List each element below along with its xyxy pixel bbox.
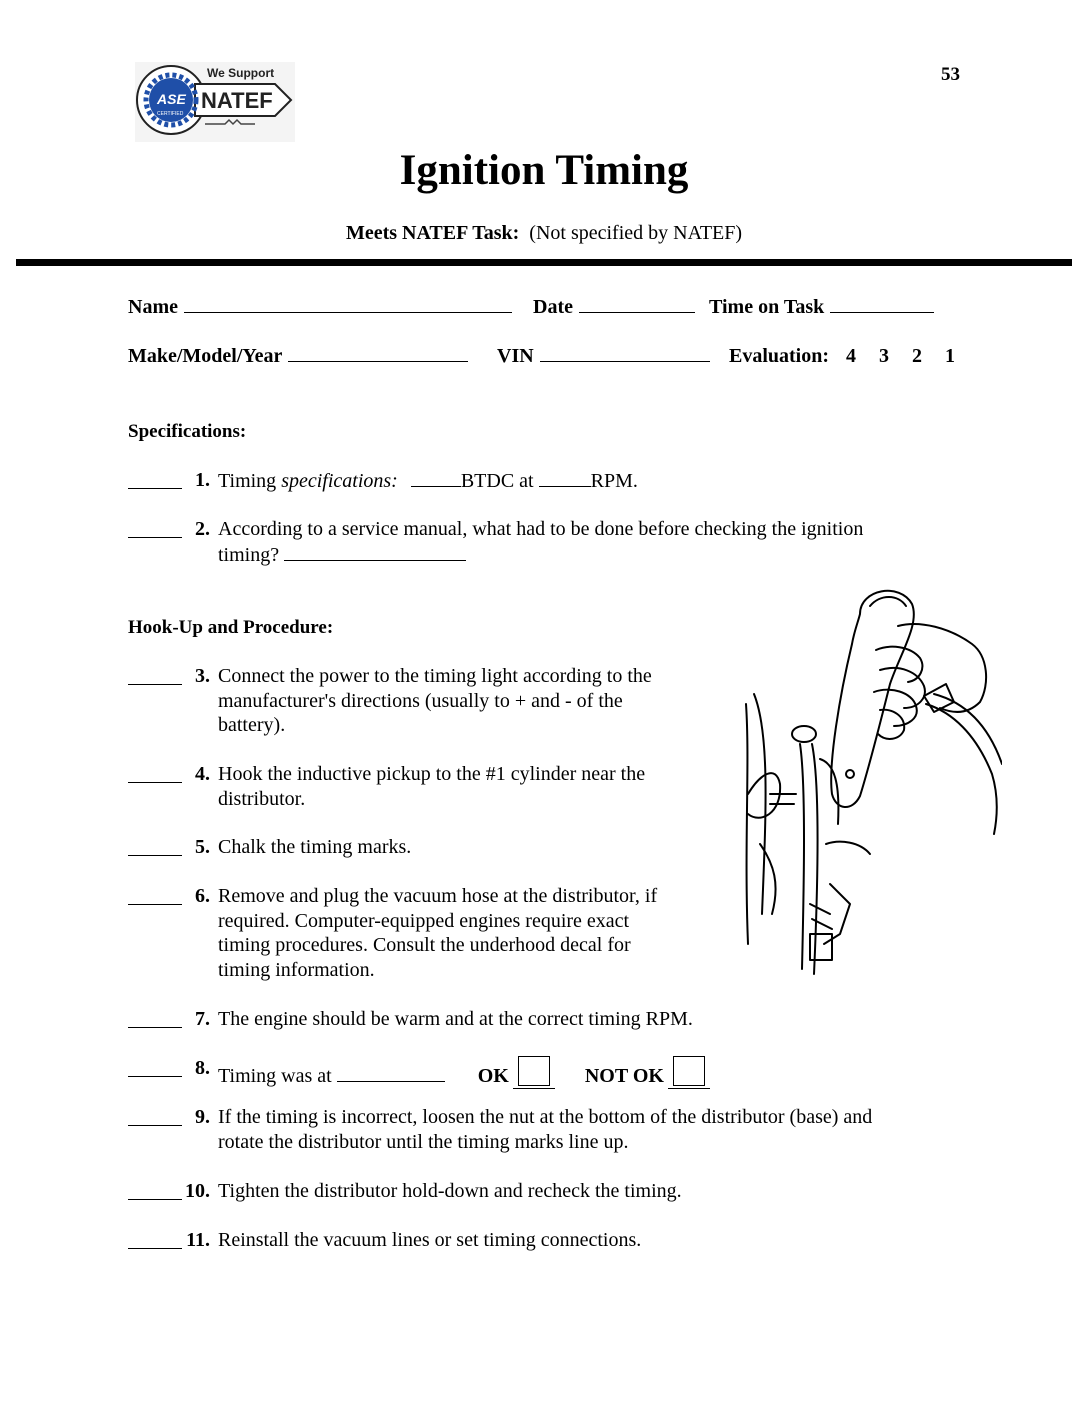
page-title: Ignition Timing xyxy=(399,147,689,194)
natef-logo xyxy=(135,62,295,142)
task-label: Meets NATEF Task: xyxy=(345,222,520,244)
check-blank[interactable] xyxy=(128,904,182,905)
svg-text:CERTIFIED: CERTIFIED xyxy=(157,111,184,117)
btdc-blank[interactable] xyxy=(411,468,461,487)
page-number: 53 xyxy=(941,64,960,85)
timing-light-illustration xyxy=(740,584,1002,976)
name-field[interactable]: Name xyxy=(128,296,512,319)
make-model-year-field[interactable]: Make/Model/Year xyxy=(128,345,468,368)
check-blank[interactable] xyxy=(128,1027,182,1028)
ok-checkbox[interactable] xyxy=(518,1056,550,1086)
not-ok-checkbox[interactable] xyxy=(673,1056,705,1086)
svg-text:We Support: We Support xyxy=(207,66,275,80)
header-divider xyxy=(16,259,1072,266)
task-value: (Not specified by NATEF) xyxy=(529,222,743,244)
natef-task xyxy=(0,222,1088,245)
score-1[interactable]: 1 xyxy=(945,345,956,367)
check-blank[interactable] xyxy=(128,1248,182,1249)
timing-value-blank[interactable] xyxy=(337,1063,445,1082)
vin-field[interactable]: VIN xyxy=(497,345,710,368)
section-specifications: Specifications: xyxy=(128,421,247,442)
check-blank[interactable] xyxy=(128,855,182,856)
svg-text:NATEF: NATEF xyxy=(201,88,273,113)
evaluation-field: Evaluation: 4 3 2 1 xyxy=(729,345,956,367)
rpm-blank[interactable] xyxy=(539,468,591,487)
check-blank[interactable] xyxy=(128,1199,182,1200)
check-blank[interactable] xyxy=(128,1076,182,1077)
check-blank[interactable] xyxy=(128,488,182,489)
check-blank[interactable] xyxy=(128,1125,182,1126)
check-blank[interactable] xyxy=(128,782,182,783)
score-4[interactable]: 4 xyxy=(846,345,857,367)
svg-text:ASE: ASE xyxy=(157,91,186,107)
score-3[interactable]: 3 xyxy=(879,345,890,367)
check-blank[interactable] xyxy=(128,537,182,538)
check-blank[interactable] xyxy=(128,684,182,685)
score-2[interactable]: 2 xyxy=(912,345,923,367)
date-field[interactable]: Date xyxy=(533,296,695,319)
section-hookup: Hook-Up and Procedure: xyxy=(128,617,334,638)
time-on-task-field[interactable]: Time on Task xyxy=(709,296,934,319)
answer-blank[interactable] xyxy=(284,542,466,561)
